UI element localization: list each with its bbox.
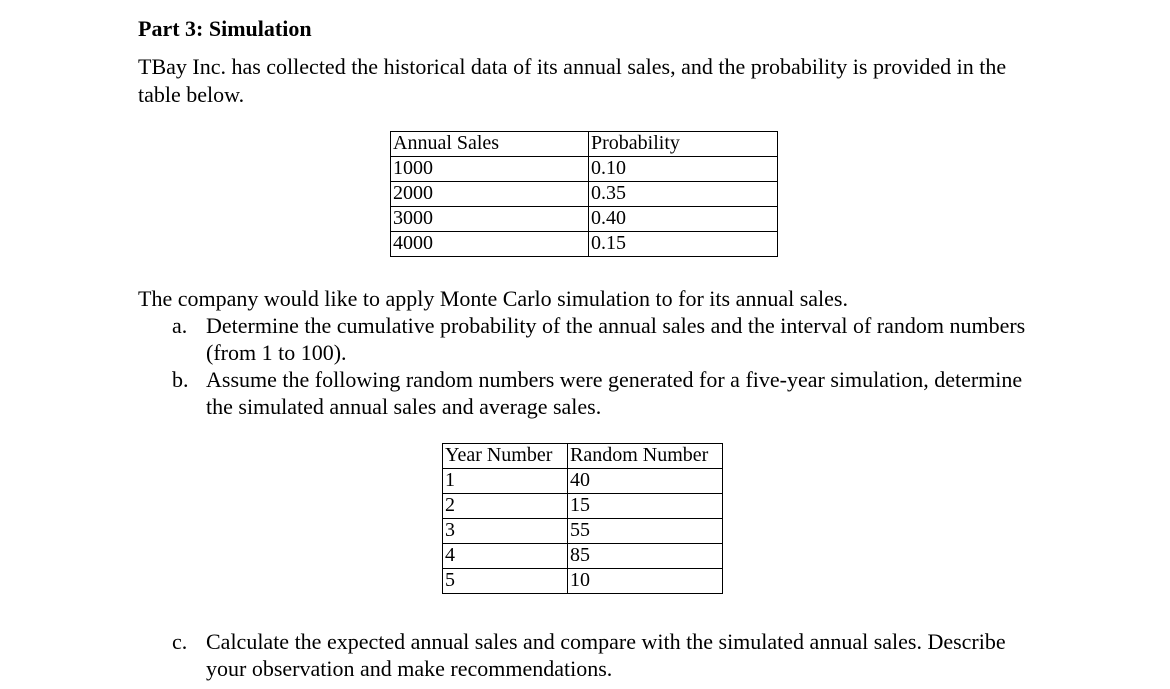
random-number-table bbox=[442, 443, 723, 594]
table-row bbox=[391, 232, 778, 257]
annual-sales-cell: 3000 bbox=[391, 207, 589, 232]
probability-cell: 0.15 bbox=[589, 232, 778, 257]
question-text: Calculate the expected annual sales and compare with the simulated annual sales. Describe your observation and make recommendations. bbox=[206, 629, 1006, 681]
table-header-row bbox=[443, 444, 723, 469]
random-number-cell: 55 bbox=[568, 519, 723, 544]
probability-cell: 0.40 bbox=[589, 207, 778, 232]
year-cell: 5 bbox=[443, 569, 568, 594]
table-row bbox=[391, 207, 778, 232]
section-heading: Part 3: Simulation bbox=[138, 16, 312, 41]
question-list bbox=[138, 312, 1038, 420]
question-marker: a. bbox=[172, 313, 188, 338]
table-row bbox=[443, 519, 723, 544]
intro-paragraph: TBay Inc. has collected the historical data of its annual sales, and the probability is provided in the table below. bbox=[138, 54, 1007, 107]
question-item-c bbox=[138, 628, 1038, 682]
annual-sales-cell: 1000 bbox=[391, 157, 589, 182]
question-text: Determine the cumulative probability of the annual sales and the interval of random numbers (from 1 to 100). bbox=[206, 313, 1026, 365]
header-year-number: Year Number bbox=[443, 444, 568, 469]
annual-sales-cell: 4000 bbox=[391, 232, 589, 257]
table-row bbox=[443, 469, 723, 494]
random-number-cell: 15 bbox=[568, 494, 723, 519]
header-probability: Probability bbox=[589, 132, 778, 157]
year-cell: 1 bbox=[443, 469, 568, 494]
question-list-c bbox=[138, 628, 1038, 682]
question-text: Assume the following random numbers were generated for a five-year simulation, determine the simulated annual sales and average sales. bbox=[206, 367, 1023, 419]
random-number-cell: 40 bbox=[568, 469, 723, 494]
question-marker: b. bbox=[172, 367, 189, 392]
table-row bbox=[391, 182, 778, 207]
table-row bbox=[443, 544, 723, 569]
year-cell: 3 bbox=[443, 519, 568, 544]
table-row bbox=[443, 569, 723, 594]
annual-sales-cell: 2000 bbox=[391, 182, 589, 207]
table-row bbox=[443, 494, 723, 519]
monte-carlo-paragraph: The company would like to apply Monte Carlo simulation to for its annual sales. bbox=[138, 286, 848, 311]
header-random-number: Random Number bbox=[568, 444, 723, 469]
question-item-a bbox=[138, 312, 1038, 366]
table-header-row bbox=[391, 132, 778, 157]
question-item-b bbox=[138, 366, 1038, 420]
annual-sales-table bbox=[390, 131, 778, 257]
year-cell: 4 bbox=[443, 544, 568, 569]
header-annual-sales: Annual Sales bbox=[391, 132, 589, 157]
probability-cell: 0.35 bbox=[589, 182, 778, 207]
probability-cell: 0.10 bbox=[589, 157, 778, 182]
question-marker: c. bbox=[172, 629, 188, 654]
random-number-cell: 85 bbox=[568, 544, 723, 569]
random-number-cell: 10 bbox=[568, 569, 723, 594]
table-row bbox=[391, 157, 778, 182]
year-cell: 2 bbox=[443, 494, 568, 519]
